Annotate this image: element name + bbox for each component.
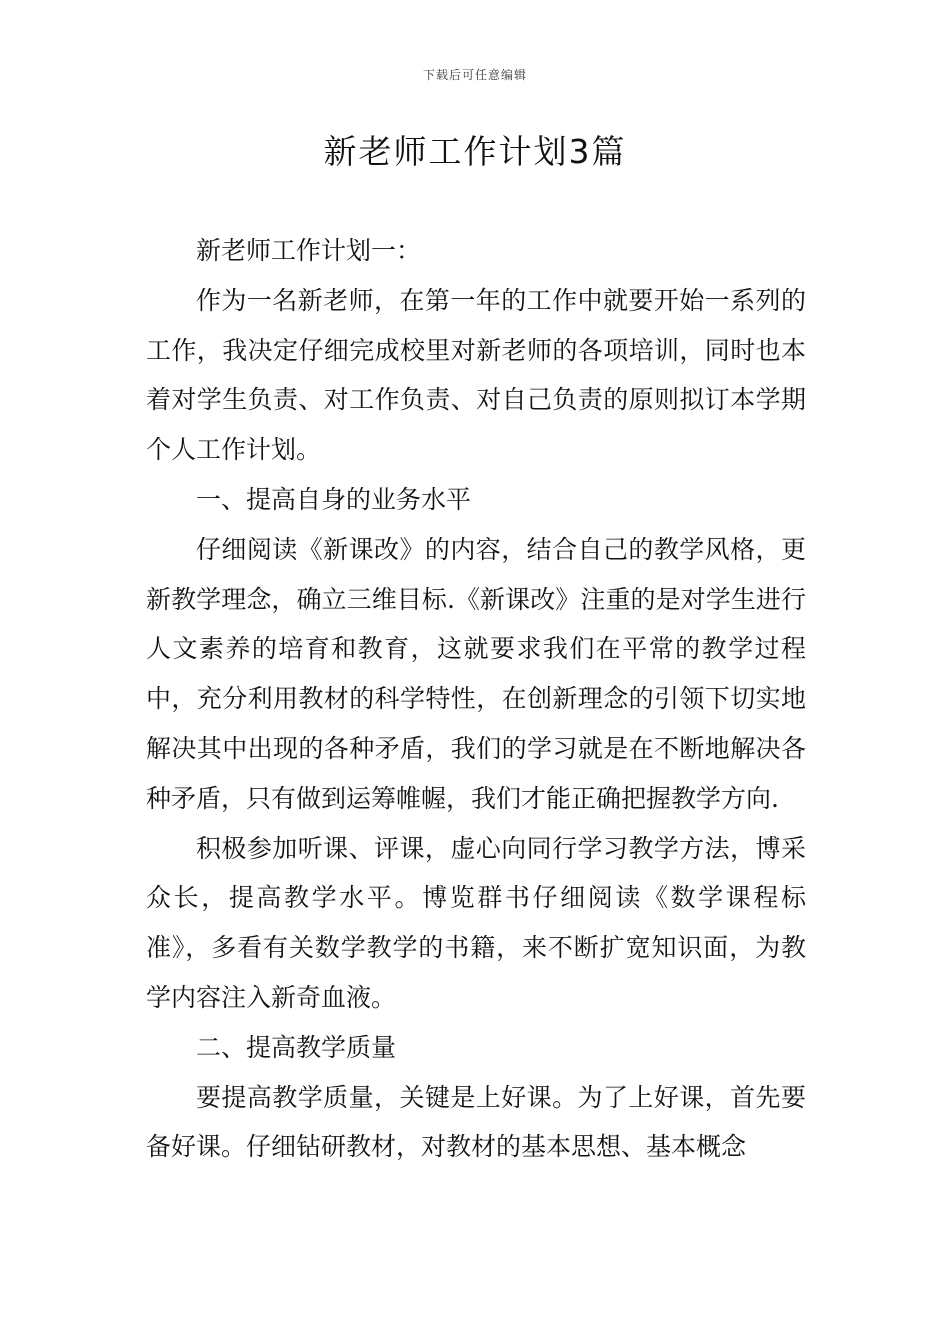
section-heading-teaching-quality: 二、提高教学质量 — [196, 1032, 397, 1062]
body-paragraph: 仔细阅读《新课改》的内容，结合自己的教学风格，更新教学理念，确立三维目标.《新课改》注重的是对学生进行人文素养的培育和教育，这就要求我们在平常的教学过程中，充分利用教材的科学特性，在创新理念的引领下切实地解决其中出现的各种矛盾，我们的学习就是在不断地解决各种矛盾，只有做到运筹帷幄，我们才能正确把握教学方向. — [146, 534, 806, 813]
header-note: 下载后可任意编辑 — [422, 68, 527, 82]
intro-paragraph: 作为一名新老师，在第一年的工作中就要开始一系列的工作，我决定仔细完成校里对新老师的各项培训，同时也本着对学生负责、对工作负责、对自己负责的原则拟订本学期个人工作计划。 — [146, 285, 806, 465]
document-body — [146, 226, 806, 1172]
body-paragraph: 要提高教学质量，关键是上好课。为了上好课，首先要备好课。仔细钻研教材，对教材的基本思想、基本概念 — [146, 1082, 806, 1162]
section-heading-professional-level: 一、提高自身的业务水平 — [196, 484, 472, 514]
body-paragraph: 积极参加听课、评课，虚心向同行学习教学方法，博采众长，提高教学水平。博览群书仔细阅读《数学课程标准》，多看有关数学教学的书籍，来不断扩宽知识面，为教学内容注入新奇血液。 — [146, 833, 806, 1012]
section-heading-plan-one: 新老师工作计划一： — [196, 236, 422, 265]
document-title: 新老师工作计划3篇 — [323, 132, 627, 171]
